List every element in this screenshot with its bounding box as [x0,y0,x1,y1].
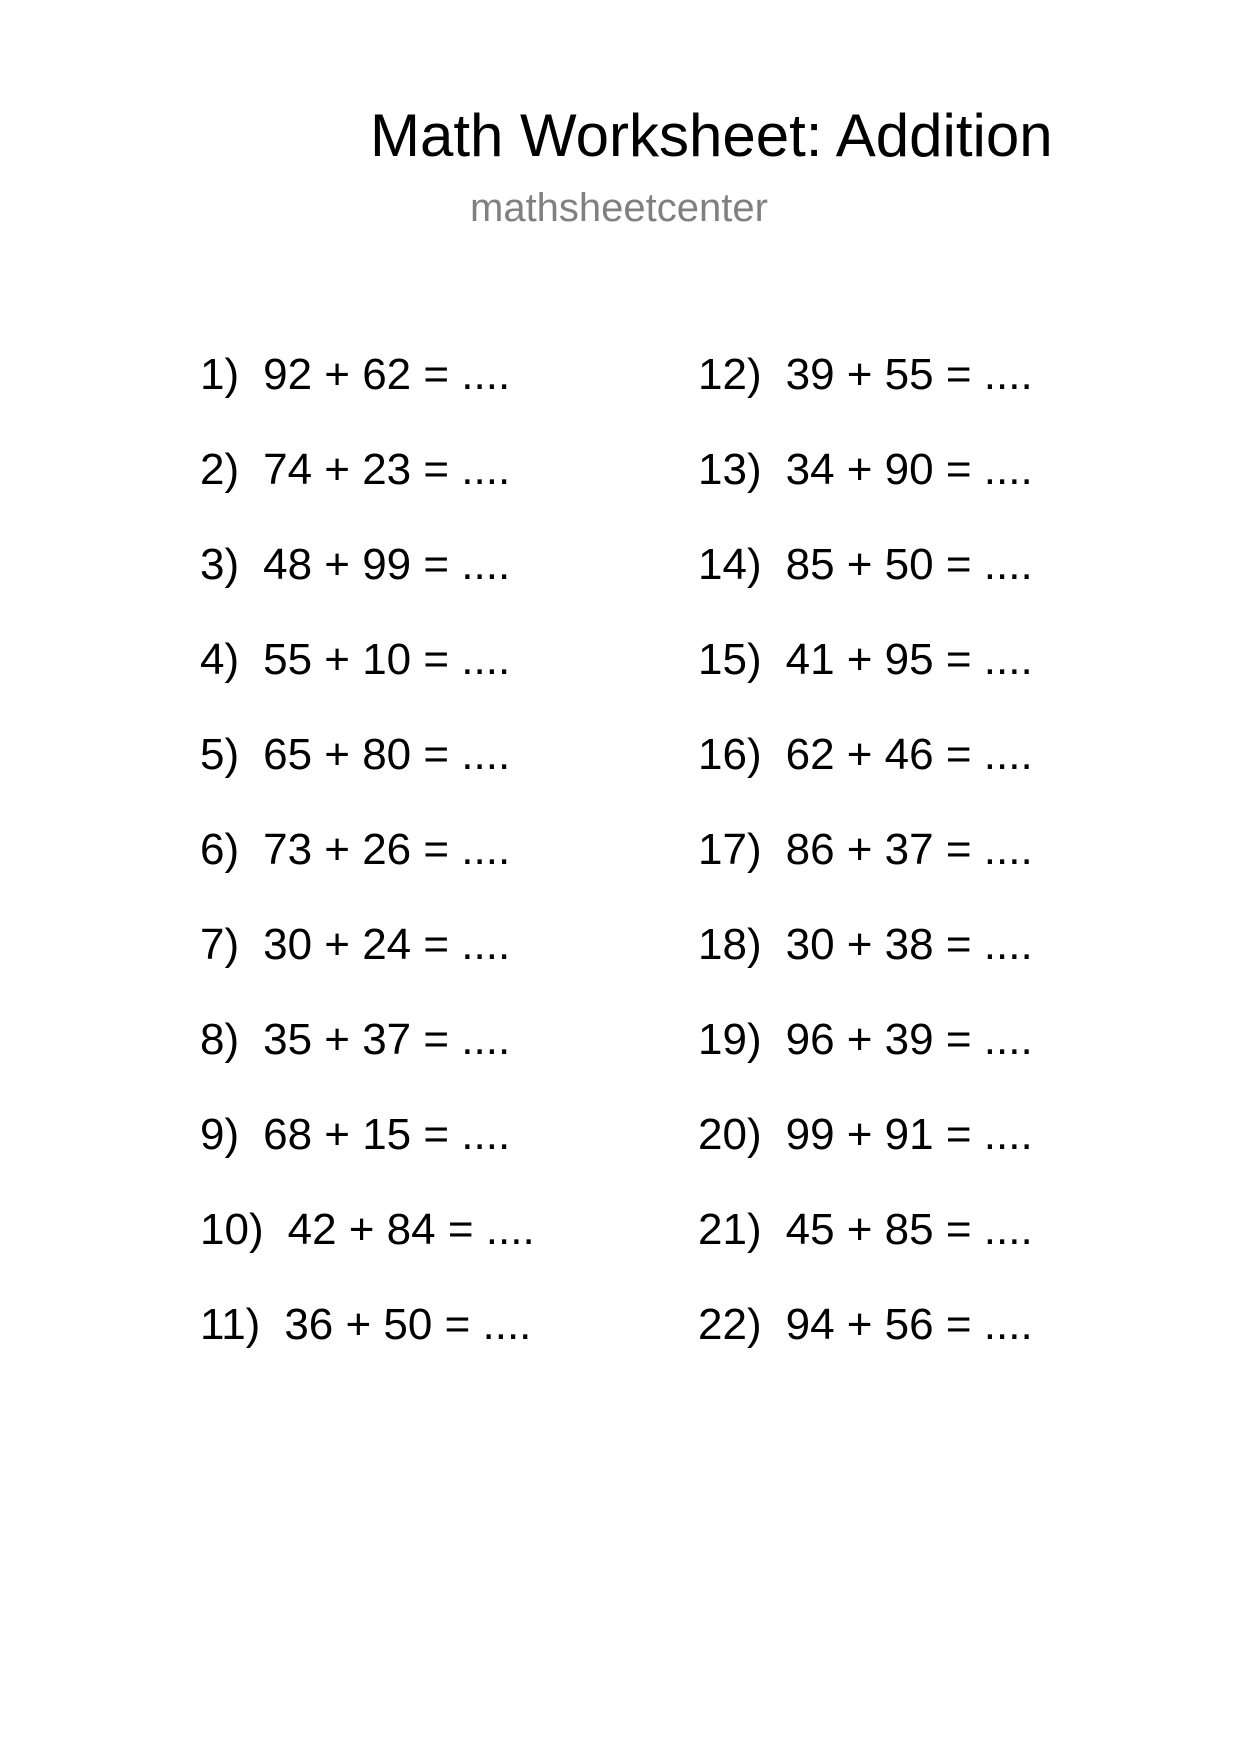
problem-expression: 34 + 90 = .... [785,445,1033,494]
problem-number: 5) [200,730,240,779]
problem-expression: 86 + 37 = .... [785,825,1033,874]
problem-number: 15) [698,635,762,684]
problem-expression: 55 + 10 = .... [263,635,511,684]
problem-item [698,1297,1033,1353]
problem-number: 21) [698,1205,762,1254]
problem-item [200,1012,510,1068]
problem-item [698,632,1033,688]
problem-number: 11) [200,1300,261,1349]
problem-number: 19) [698,1015,762,1064]
problem-expression: 39 + 55 = .... [785,350,1033,399]
problem-item [698,727,1033,783]
problem-item [698,1012,1033,1068]
problem-item [698,1107,1033,1163]
problem-number: 2) [200,445,240,494]
problem-expression: 30 + 38 = .... [785,920,1033,969]
problem-number: 16) [698,730,762,779]
problem-expression: 73 + 26 = .... [263,825,511,874]
problem-expression: 41 + 95 = .... [785,635,1033,684]
problem-item [698,537,1033,593]
problem-item [200,1107,510,1163]
problem-number: 20) [698,1110,762,1159]
problem-expression: 99 + 91 = .... [785,1110,1033,1159]
problem-expression: 35 + 37 = .... [263,1015,511,1064]
problem-expression: 36 + 50 = .... [284,1300,532,1349]
problem-item [698,1202,1033,1258]
problem-number: 12) [698,350,762,399]
problem-number: 13) [698,445,762,494]
problem-expression: 74 + 23 = .... [263,445,511,494]
problem-expression: 92 + 62 = .... [263,350,511,399]
problem-item [200,1297,531,1353]
problem-expression: 68 + 15 = .... [263,1110,511,1159]
problem-item [200,917,510,973]
page-subtitle: mathsheetcenter [470,186,768,230]
problem-item [200,632,510,688]
problem-expression: 65 + 80 = .... [263,730,511,779]
problem-number: 6) [200,825,240,874]
problem-expression: 94 + 56 = .... [785,1300,1033,1349]
problem-number: 22) [698,1300,762,1349]
problem-number: 18) [698,920,762,969]
problem-item [200,442,510,498]
problem-expression: 45 + 85 = .... [785,1205,1033,1254]
problem-item [200,1202,535,1258]
problem-item [200,727,510,783]
problem-number: 9) [200,1110,240,1159]
problem-item [698,917,1033,973]
problem-number: 10) [200,1205,264,1254]
problem-item [200,822,510,878]
problem-item [698,442,1033,498]
problem-expression: 62 + 46 = .... [785,730,1033,779]
problem-number: 8) [200,1015,240,1064]
problem-expression: 42 + 84 = .... [287,1205,535,1254]
problem-number: 3) [200,540,240,589]
problem-expression: 96 + 39 = .... [785,1015,1033,1064]
page-title: Math Worksheet: Addition [370,102,1053,169]
problem-item [200,537,510,593]
problem-number: 7) [200,920,240,969]
problem-item [200,347,510,403]
problem-number: 4) [200,635,240,684]
problem-item [698,347,1033,403]
problem-expression: 85 + 50 = .... [785,540,1033,589]
problem-number: 1) [200,350,240,399]
problem-number: 14) [698,540,762,589]
problem-number: 17) [698,825,762,874]
problem-expression: 30 + 24 = .... [263,920,511,969]
problem-expression: 48 + 99 = .... [263,540,511,589]
problem-item [698,822,1033,878]
